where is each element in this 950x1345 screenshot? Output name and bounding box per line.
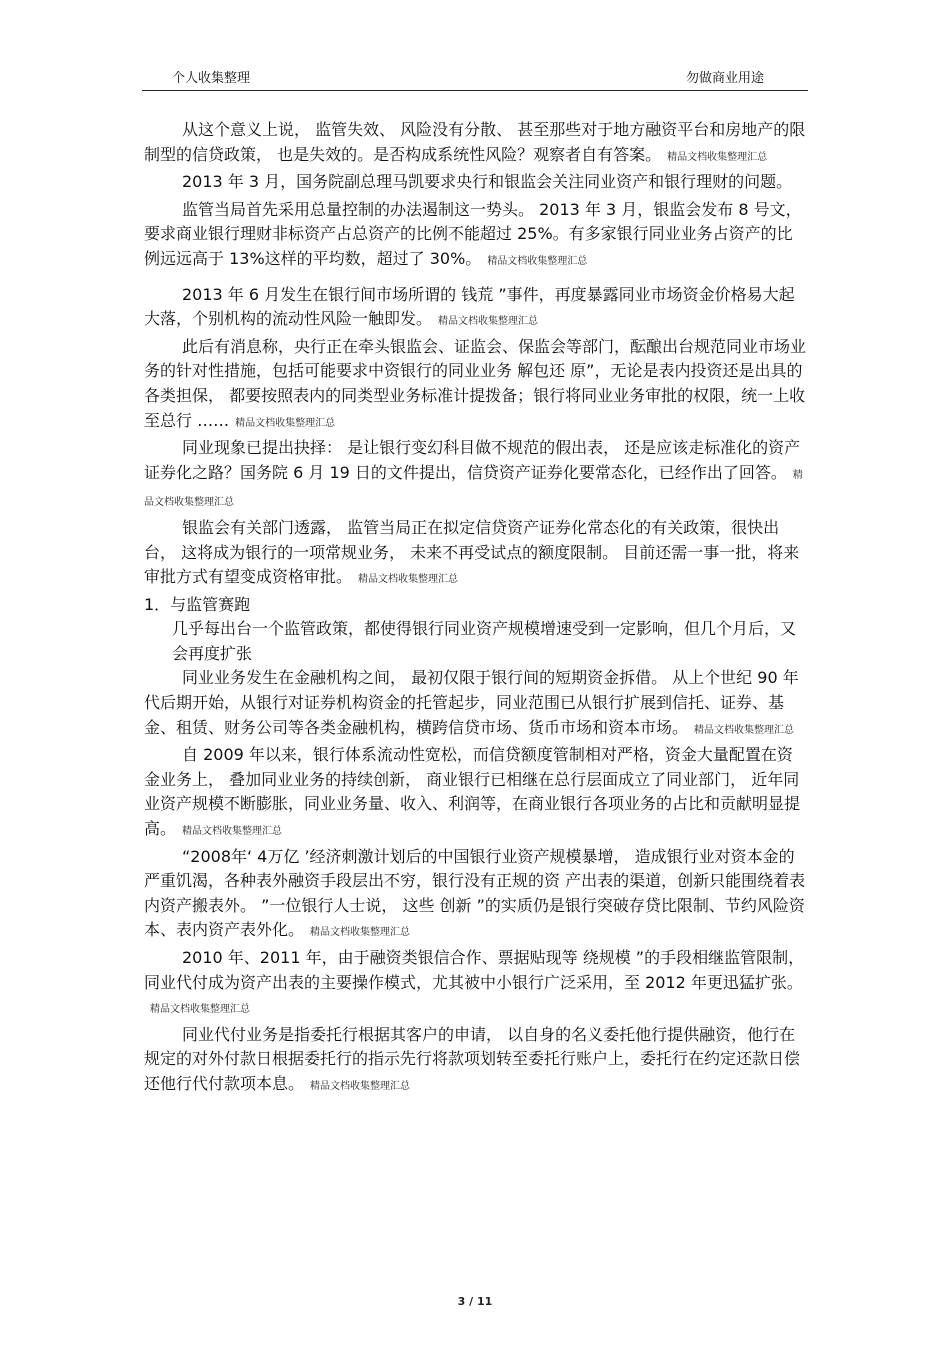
paragraph-text: 此后有消息称，央行正在牵头银监会、证监会、保监会等部门，酝酿出台规范同业市场业务的针对性措施，包括可能要求中资银行的同业业务 解包还 原”，无论是表内投资还是出具的各类担保， 都要按照表内的同类型业务标准计提拨备；银行将同业业务审批的权限，统一上收至总行 …… (144, 336, 807, 430)
paragraph (144, 666, 808, 743)
document-body (144, 118, 808, 1100)
margin-note: 精品文档收集整理汇总 (182, 826, 283, 838)
paragraph (144, 946, 808, 1023)
header-left-text: 个人收集整理 (172, 71, 251, 86)
paragraph-text: 同业业务发生在金融机构之间， 最初仅限于银行间的短期资金拆借。 从上个世纪 90 年代后期开始，从银行对证券机构资金的托管起步，同业范围已从银行扩展到信托、证券、基金、租赁、财务公司等各类金融机构，横跨信贷市场、货币市场和资本市场。 (144, 668, 799, 737)
paragraph (144, 170, 808, 198)
paragraph (144, 845, 808, 946)
paragraph (144, 436, 808, 516)
margin-note: 精品文档收集整理汇总 (694, 724, 795, 736)
margin-note: 精品文档收集整理汇总 (438, 316, 539, 328)
paragraph-text: 银监会有关部门透露， 监管当局正在拟定信贷资产证券化常态化的有关政策，很快出台， 这将成为银行的一项常规业务， 未来不再受试点的额度限制。 目前还需一事一批，将来审批方式有望变成资格审批。 (144, 517, 800, 587)
paragraph-text: 2010 年、2011 年，由于融资类银信合作、票据贴现等 绕规模 ”的手段相继监管限制，同业代付成为资产出表的主要操作模式，尤其被中小银行广泛采用，至 2012 年更迅猛扩张。 (144, 948, 805, 992)
section-intro: 几乎每出台一个监管政策，都使得银行同业资产规模增速受到一定影响，但几个月后，又会再度扩张 (172, 619, 797, 663)
header-divider (142, 90, 808, 91)
page-number: 3 / 11 (457, 1295, 493, 1308)
margin-note: 精品文档收集整理汇总 (310, 1080, 411, 1092)
paragraph-text: “2008年‘ 4万亿 ’经济刺激计划后的中国银行业资产规模暴增， 造成银行业对资本金的严重饥渴，各种表外融资手段层出不穷，银行没有正规的资 产出表的渠道，创新只能围绕着表内资产搬表外。 ”一位银行人士说， 这些 创新 ”的实质仍是银行突破存贷比限制、节约风险资本、表内资产表外化。 (144, 846, 806, 940)
paragraph-text: 2013 年 3 月，国务院副总理马凯要求央行和银监会关注同业资产和银行理财的问题。 (182, 172, 793, 192)
header-right-text: 勿做商业用途 (686, 71, 765, 86)
margin-note: 精品文档收集整理汇总 (310, 927, 411, 939)
paragraph-text: 2013 年 6 月发生在银行间市场所谓的 钱荒 ”事件，再度暴露同业市场资金价格易大起大落，个别机构的流动性风险一触即发。 (144, 284, 795, 329)
margin-note: 精品文档收集整理汇总 (358, 574, 459, 586)
paragraph-text: 同业现象已提出抉择： 是让银行变幻科目做不规范的假出表， 还是应该走标准化的资产证券化之路？国务院 6 月 19 日的文件提出，信贷资产证券化要常态化，已经作出了回答。 (144, 438, 801, 482)
paragraph-text: 自 2009 年以来，银行体系流动性宽松，而信贷额度管制相对严格，资金大量配置在资金业务上， 叠加同业业务的持续创新， 商业银行已相继在总行层面成立了同业部门， 近年同业资产规模不断膨胀，同业业务量、收入、利润等，在商业银行各项业务的占比和贡献明显提高。 (144, 745, 801, 839)
paragraph-text: 从这个意义上说， 监管失效、 风险没有分散、 甚至那些对于地方融资平台和房地产的限制型的信贷政策， 也是失效的。是否构成系统性风险？观察者自有答案。 (144, 120, 806, 164)
paragraph (144, 743, 808, 844)
paragraph-text: 监管当局首先采用总量控制的办法遏制这一势头。 2013 年 3 月，银监会发布 8 号文，要求商业银行理财非标资产占总资产的比例不能超过 25%。有多家银行同业业务占资产的比例远远高于 13%这样的平均数，超过了 30%。 (144, 199, 802, 268)
margin-note: 精品文档收集整理汇总 (667, 151, 768, 163)
margin-note: 精品文档收集整理汇总 (235, 417, 336, 429)
paragraph (144, 516, 808, 593)
paragraph (144, 198, 808, 275)
paragraph (144, 118, 808, 170)
margin-note: 精品文档收集整理汇总 (487, 255, 588, 267)
margin-note: 精品文档收集整理汇总 (150, 1004, 250, 1016)
section-title: 1．与监管赛跑 (144, 594, 251, 614)
paragraph-text: 同业代付业务是指委托行根据其客户的申请， 以自身的名义委托他行提供融资，他行在规定的对外付款日根据委托行的指示先行将款项划转至委托行账户上，委托行在约定还款日偿还他行代付款项本息。 (144, 1024, 801, 1093)
margin-note: 精品文档收集整理汇总 (144, 469, 803, 509)
paragraph (144, 1023, 808, 1100)
paragraph (144, 335, 808, 436)
paragraph (144, 283, 808, 335)
